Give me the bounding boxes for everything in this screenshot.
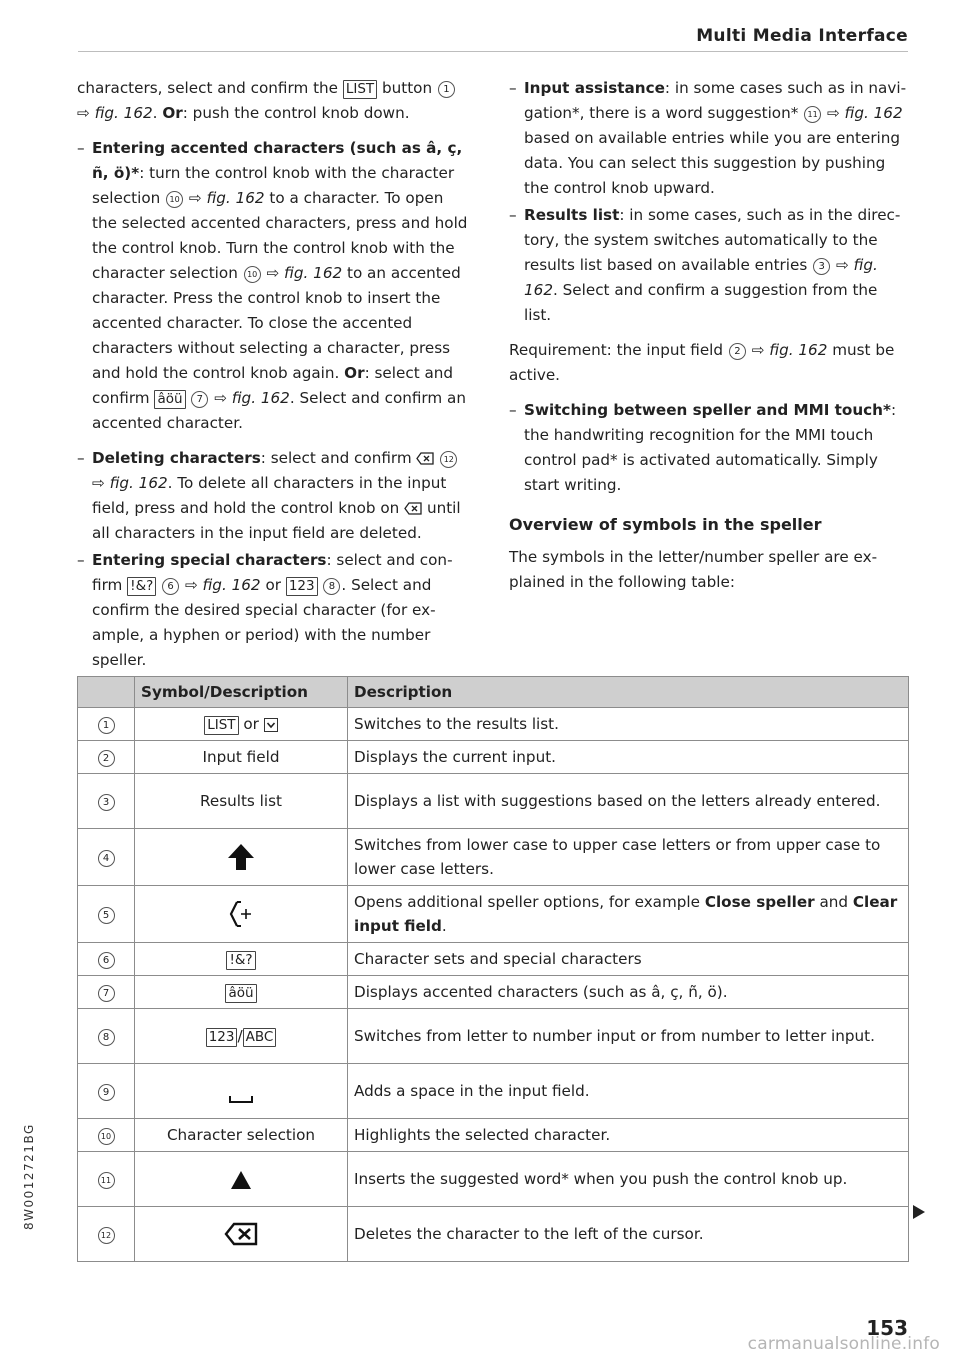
page-number: 153	[866, 1316, 908, 1340]
list-item-deleting: – Deleting characters: select and confirm 12 ⇨ fig. 162. To delete all characters in the input field, press and hold the control knob on until all characters in the input field are deleted.	[77, 449, 461, 542]
row-number: 3	[98, 794, 115, 811]
letter-key: ABC	[243, 1028, 277, 1047]
table-row	[78, 1064, 909, 1119]
header-num	[78, 677, 135, 708]
table-row	[78, 976, 909, 1009]
symbol-cell: Character selection	[135, 1119, 348, 1152]
list-item-accented: – Entering accented characters (such as â, ç, ñ, ö)*: turn the control knob with the character selection 10 ⇨ fig. 162 to a character. To open the selected accented characters, press and hold the control knob. Turn the control knob with the character selection 10 ⇨ fig. 162 to an accented character. Press the control knob to insert the accented character. To close the accented characters without selecting a character, press and hold the control knob again. Or: select and confirm âöü 7 ⇨ fig. 162. Select and confirm an accented character.	[77, 139, 468, 432]
callout-11: 11	[804, 106, 821, 123]
description-cell: Character sets and special characters	[348, 943, 909, 976]
table-row	[78, 943, 909, 976]
table-row	[78, 1152, 909, 1207]
symbol-cell	[135, 943, 348, 976]
description-cell: Displays a list with suggestions based on the letters already entered.	[348, 774, 909, 829]
backspace-icon	[416, 452, 434, 465]
symbol-cell	[135, 1152, 348, 1207]
symbol-cell	[135, 1064, 348, 1119]
table-row	[78, 886, 909, 943]
description-cell: Adds a space in the input field.	[348, 1064, 909, 1119]
speller-options-icon	[228, 899, 254, 929]
fig-reference[interactable]: fig. 162	[202, 576, 261, 594]
description-cell: Opens additional speller options, for example Close speller and Clear input field.	[348, 886, 909, 943]
callout-1: 1	[438, 81, 455, 98]
row-number: 1	[98, 717, 115, 734]
row-number: 8	[98, 1029, 115, 1046]
row-number: 11	[98, 1172, 115, 1189]
callout-6: 6	[162, 578, 179, 595]
header-symbol: Symbol/Description	[135, 677, 348, 708]
symbols-table	[77, 676, 909, 1262]
overview-paragraph: The symbols in the letter/number speller are explained in the following table:	[509, 548, 878, 591]
number-key: 123	[206, 1028, 238, 1047]
fig-reference[interactable]: fig. 162	[524, 256, 878, 299]
callout-2: 2	[729, 343, 746, 360]
accent-key: âöü	[154, 390, 185, 409]
fig-reference[interactable]: fig. 162	[94, 104, 153, 122]
symbol-cell	[135, 829, 348, 886]
backspace-icon	[224, 1222, 258, 1246]
description-cell: Switches from lower case to upper case letters or from upper case to lower case letters.	[348, 829, 909, 886]
next-page-arrow-icon[interactable]	[912, 1204, 926, 1224]
number-key: 123	[286, 577, 318, 596]
shift-arrow-icon	[226, 842, 256, 872]
table-row	[78, 1009, 909, 1064]
document-code: 8W0012721BG	[22, 1123, 36, 1230]
description-cell: Displays accented characters (such as â, ç, ñ, ö).	[348, 976, 909, 1009]
table-row	[78, 829, 909, 886]
requirement-paragraph: Requirement: the input field 2 ⇨ fig. 162 must be active.	[509, 341, 895, 384]
table-row	[78, 708, 909, 741]
symbol-cell	[135, 976, 348, 1009]
symbol-cell: 123 / ABC	[135, 1009, 348, 1064]
row-number: 4	[98, 850, 115, 867]
space-bar-icon	[229, 1095, 253, 1103]
table-header-row	[78, 677, 909, 708]
symbol-cell: Input field	[135, 741, 348, 774]
row-number: 6	[98, 952, 115, 969]
row-number: 7	[98, 985, 115, 1002]
callout-8: 8	[323, 578, 340, 595]
fig-reference[interactable]: fig. 162	[769, 341, 828, 359]
symbol-cell	[135, 1207, 348, 1262]
description-cell: Switches to the results list.	[348, 708, 909, 741]
list-item-results-list: – Results list: in some cases, such as in the directory, the system switches automatically to the results list based on available entries 3 ⇨ fig. 162. Select and confirm a suggestion from the list.	[509, 206, 901, 324]
row-number: 12	[98, 1227, 115, 1244]
callout-10: 10	[244, 266, 261, 283]
section-title: Multi Media Interface	[696, 26, 908, 46]
list-item-input-assistance: – Input assistance: in some cases such as in navigation*, there is a word suggestion* 11 ⇨ fig. 162 based on available entries while you are entering data. You can select this suggestion by pushing the control knob upward.	[509, 79, 907, 197]
row-number: 10	[98, 1128, 115, 1145]
table-row	[78, 1119, 909, 1152]
description-cell: Inserts the suggested word* when you push the control knob up.	[348, 1152, 909, 1207]
row-number: 2	[98, 750, 115, 767]
right-column	[509, 76, 909, 605]
backspace-icon	[404, 502, 422, 515]
description-cell: Highlights the selected character.	[348, 1119, 909, 1152]
accent-key: âöü	[225, 984, 256, 1003]
overview-heading: Overview of symbols in the speller	[509, 515, 822, 534]
chevron-down-icon	[264, 718, 278, 732]
special-key: !&?	[226, 951, 255, 970]
list-item-special: – Entering special characters: select and confirm !&? 6 ⇨ fig. 162 or 123 8 . Select and confirm the desired special character (for example, a hyphen or period) with the number speller.	[77, 551, 453, 669]
fig-reference[interactable]: fig. 162	[206, 189, 265, 207]
suggestion-triangle-icon	[230, 1170, 252, 1190]
fig-reference[interactable]: fig. 162	[284, 264, 343, 282]
header-description: Description	[348, 677, 909, 708]
paragraph-list-button: characters, select and confirm the LIST button 1 ⇨ fig. 162. Or: push the control knob down.	[77, 76, 469, 126]
fig-reference[interactable]: fig. 162	[231, 389, 290, 407]
watermark: carmanualsonline.info	[747, 1334, 940, 1354]
table-row	[78, 741, 909, 774]
callout-12: 12	[440, 451, 457, 468]
symbol-cell	[135, 886, 348, 943]
callout-10: 10	[166, 191, 183, 208]
table-row	[78, 1207, 909, 1262]
callout-7: 7	[191, 391, 208, 408]
callout-3: 3	[813, 258, 830, 275]
description-cell: Displays the current input.	[348, 741, 909, 774]
fig-reference[interactable]: fig. 162	[109, 474, 168, 492]
special-key: !&?	[127, 577, 156, 596]
symbol-cell: Results list	[135, 774, 348, 829]
list-key: LIST	[204, 716, 238, 735]
description-cell: Deletes the character to the left of the cursor.	[348, 1207, 909, 1262]
row-number: 5	[98, 907, 115, 924]
list-item-switching: – Switching between speller and MMI touch*: the handwriting recognition for the MMI touch control pad* is activated automatically. Simply start writing.	[509, 401, 897, 494]
header-rule	[78, 51, 908, 52]
table-row	[78, 774, 909, 829]
row-number: 9	[98, 1084, 115, 1101]
fig-reference[interactable]: fig. 162	[844, 104, 903, 122]
symbol-cell: LIST or	[135, 708, 348, 741]
left-column	[77, 76, 469, 675]
description-cell: Switches from letter to number input or from number to letter input.	[348, 1009, 909, 1064]
list-key: LIST	[343, 80, 377, 99]
